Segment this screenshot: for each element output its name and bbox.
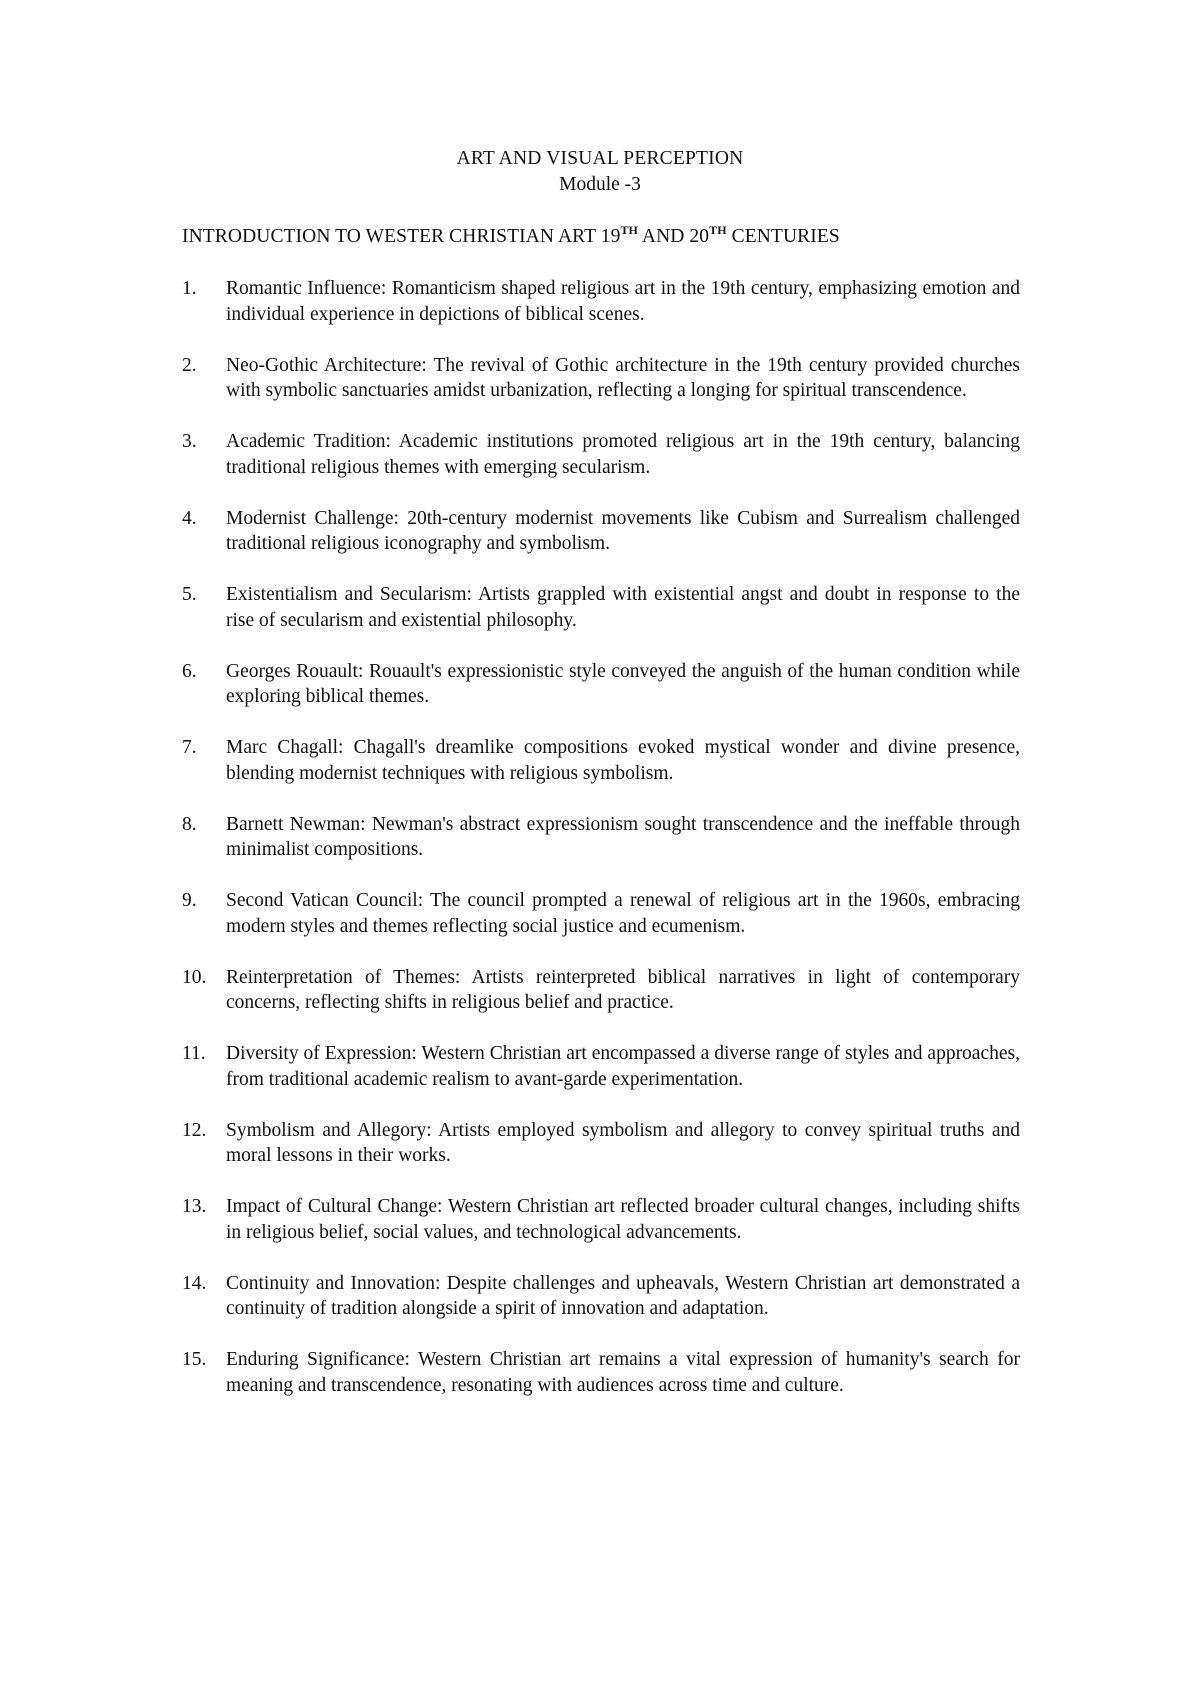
section-heading (182, 224, 840, 251)
item-number: 5. (182, 584, 197, 605)
item-number: 11. (182, 1043, 206, 1064)
list-item (182, 965, 1020, 1016)
item-text: Georges Rouault: Rouault's expressionistic style conveyed the anguish of the human condition while exploring biblical themes. (226, 660, 1020, 707)
item-text: Impact of Cultural Change: Western Christian art reflected broader cultural changes, including shifts in religious belief, social values, and technological advancements. (226, 1196, 1020, 1243)
item-number: 4. (182, 507, 197, 529)
item-number: 6. (182, 660, 197, 682)
item-number: 14. (182, 1272, 207, 1294)
item-text: Existentialism and Secularism: Artists grappled with existential angst and doubt in response to the rise of secularism and existential philosophy. (226, 584, 1020, 631)
item-number: 2. (182, 354, 197, 376)
item-text: Reinterpretation of Themes: Artists reinterpreted biblical narratives in light of contemporary concerns, reflecting shifts in religious belief and practice. (226, 966, 1020, 1013)
list-item (182, 659, 1020, 710)
item-number: 3. (182, 431, 197, 452)
numbered-list (182, 276, 1020, 1424)
item-text: Symbolism and Allegory: Artists employed symbolism and allegory to convey spiritual truths and moral lessons in their works. (226, 1119, 1020, 1166)
document-title: ART AND VISUAL PERCEPTION (456, 148, 744, 169)
item-text: Continuity and Innovation: Despite challenges and upheavals, Western Christian art demonstrated a continuity of tradition alongside a spirit of innovation and adaptation. (226, 1272, 1020, 1319)
item-number: 15. (182, 1349, 207, 1370)
item-text: Romantic Influence: Romanticism shaped religious art in the 19th century, emphasizing emotion and individual experience in depictions of biblical scenes. (226, 278, 1020, 325)
heading-text: AND 20 (637, 226, 710, 247)
list-item (182, 1271, 1020, 1322)
item-number: 13. (182, 1196, 207, 1217)
item-number: 10. (182, 966, 207, 988)
list-item (182, 353, 1020, 404)
list-item (182, 1118, 1020, 1169)
item-text: Diversity of Expression: Western Christian art encompassed a diverse range of styles and approaches, from traditional academic realism to avant-garde experimentation. (226, 1043, 1020, 1090)
list-item (182, 1347, 1020, 1398)
heading-text: INTRODUCTION TO WESTER CHRISTIAN ART 19 (182, 226, 621, 247)
list-item (182, 582, 1020, 633)
item-text: Marc Chagall: Chagall's dreamlike compositions evoked mystical wonder and divine presence, blending modernist techniques with religious symbolism. (226, 737, 1020, 784)
list-item (182, 812, 1020, 863)
list-item (182, 1194, 1020, 1245)
item-text: Barnett Newman: Newman's abstract expressionism sought transcendence and the ineffable through minimalist compositions. (226, 813, 1020, 860)
heading-superscript: TH (709, 223, 727, 237)
item-number: 12. (182, 1119, 207, 1141)
list-item (182, 429, 1020, 480)
module-label: Module -3 (559, 174, 641, 195)
item-text: Second Vatican Council: The council prompted a renewal of religious art in the 1960s, embracing modern styles and themes reflecting social justice and ecumenism. (226, 890, 1020, 937)
list-item (182, 1041, 1020, 1092)
list-item (182, 276, 1020, 327)
item-number: 9. (182, 890, 197, 911)
item-text: Academic Tradition: Academic institutions promoted religious art in the 19th century, balancing traditional religious themes with emerging secularism. (226, 431, 1020, 478)
list-item (182, 506, 1020, 557)
item-number: 8. (182, 813, 197, 835)
item-number: 7. (182, 737, 197, 758)
list-item (182, 735, 1020, 786)
list-item (182, 888, 1020, 939)
heading-superscript: TH (620, 223, 638, 237)
item-text: Neo-Gothic Architecture: The revival of Gothic architecture in the 19th century provided churches with symbolic sanctuaries amidst urbanization, reflecting a longing for spiritual transcendence. (226, 354, 1020, 401)
item-text: Enduring Significance: Western Christian art remains a vital expression of humanity's search for meaning and transcendence, resonating with audiences across time and culture. (226, 1349, 1020, 1396)
item-text: Modernist Challenge: 20th-century modernist movements like Cubism and Surrealism challenged traditional religious iconography and symbolism. (226, 507, 1020, 554)
item-number: 1. (182, 278, 197, 299)
heading-text: CENTURIES (726, 226, 840, 247)
